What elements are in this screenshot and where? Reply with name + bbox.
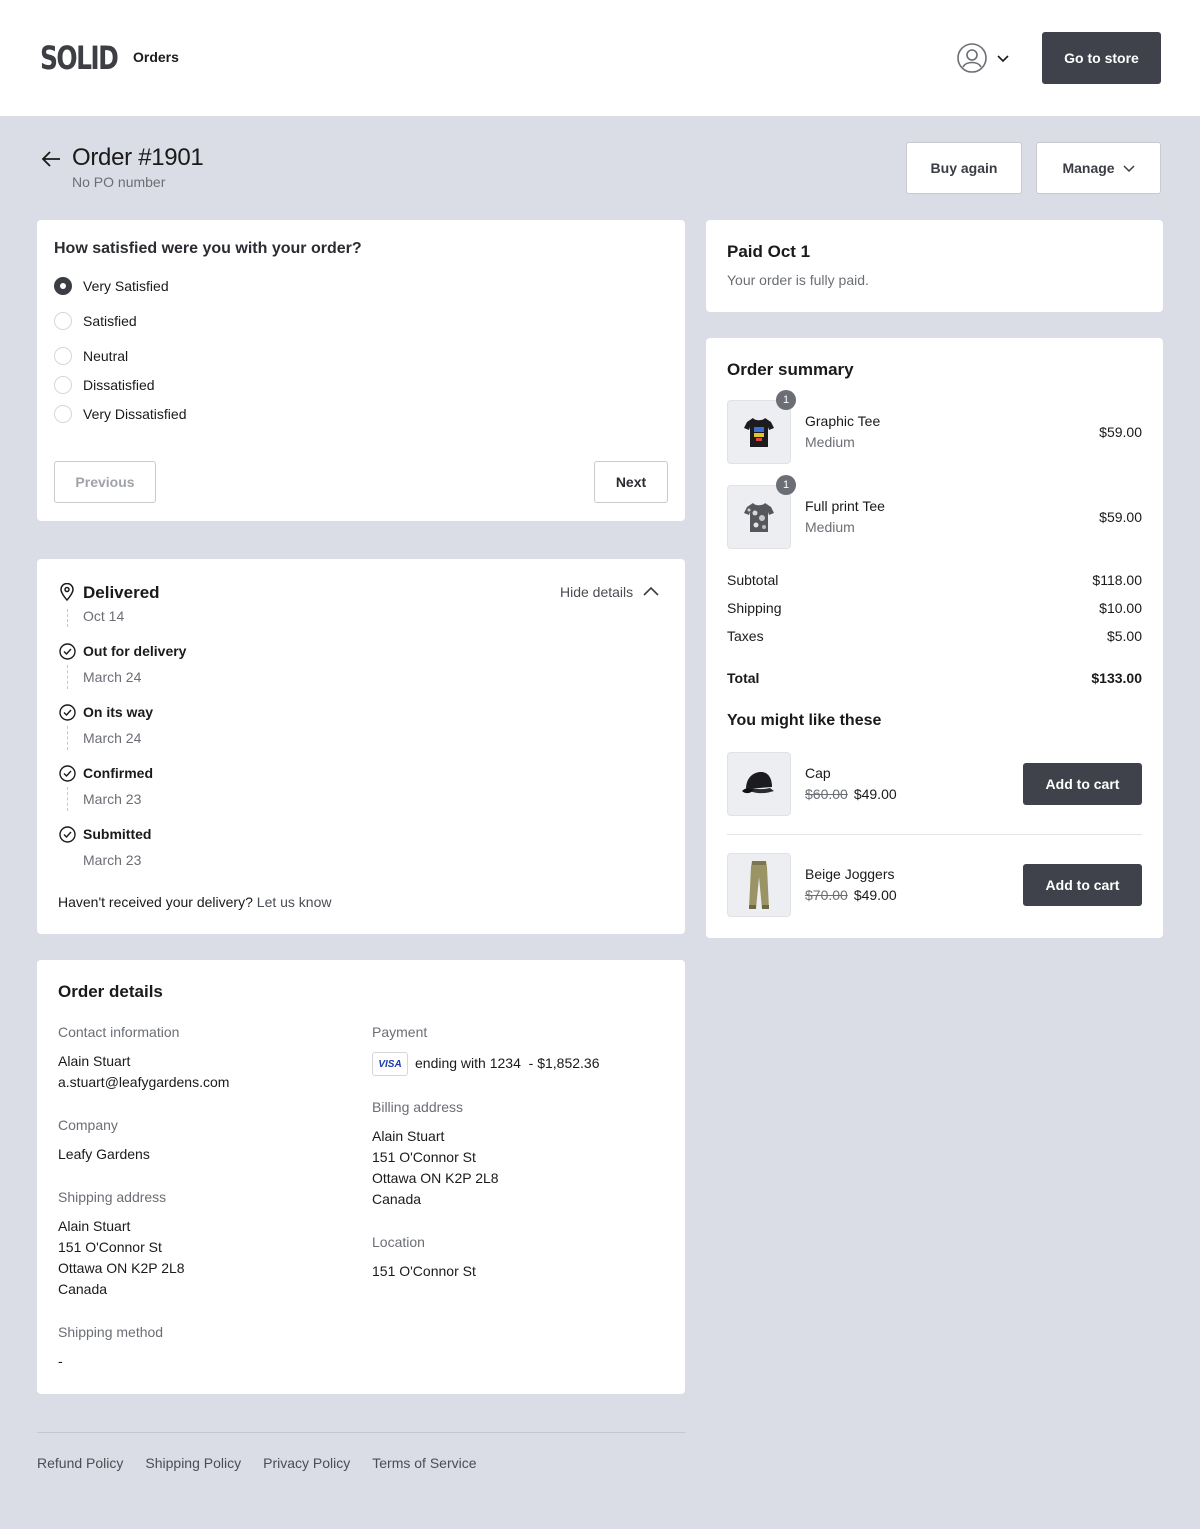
delivery-tracking <box>37 559 685 934</box>
manage-label: Manage <box>1062 160 1115 176</box>
shipping-policy-link[interactable]: Shipping Policy <box>145 1455 242 1471</box>
item-name: Beige Joggers <box>805 866 895 882</box>
radio-button[interactable] <box>54 347 72 365</box>
buy-again-label: Buy again <box>930 160 998 176</box>
shipping-method-value: - <box>58 1353 63 1369</box>
hide-details-toggle[interactable] <box>560 584 659 600</box>
company-value: Leafy Gardens <box>58 1146 150 1162</box>
tshirt-image-icon <box>741 414 777 450</box>
sale-price: $49.00 <box>853 887 897 903</box>
subtotal-value: $118.00 <box>1092 572 1142 588</box>
let-us-know-link[interactable]: Let us know <box>256 894 332 910</box>
privacy-policy-link[interactable]: Privacy Policy <box>263 1455 351 1471</box>
total-value: $133.00 <box>1091 670 1142 686</box>
radio-label: Very Dissatisfied <box>83 406 187 422</box>
check-circle-icon <box>59 826 76 843</box>
footer-links <box>37 1455 477 1471</box>
item-name: Full print Tee <box>805 498 885 514</box>
satisfaction-survey <box>37 220 685 521</box>
tracking-step-title: Delivered <box>83 583 160 602</box>
item-price: $59.00 <box>1099 424 1142 440</box>
tracking-step-title: On its way <box>83 704 154 720</box>
taxes-label: Taxes <box>727 628 764 644</box>
tracking-step-date: Oct 14 <box>83 608 125 624</box>
payment-details: ending with 1234 - $1,852.36 <box>415 1055 600 1071</box>
shipping-address-line: Alain Stuart <box>58 1218 131 1234</box>
po-number: No PO number <box>72 174 166 190</box>
page-title: Order #1901 <box>72 144 204 171</box>
check-circle-icon <box>59 765 76 782</box>
shipping-method-label: Shipping method <box>58 1324 164 1340</box>
shipping-address-label: Shipping address <box>58 1189 167 1205</box>
billing-address-line: Alain Stuart <box>372 1128 445 1144</box>
radio-label: Satisfied <box>83 313 137 329</box>
divider <box>727 834 1142 835</box>
previous-button[interactable]: Previous <box>54 461 156 503</box>
visa-card-icon: VISA <box>372 1052 408 1076</box>
item-name: Cap <box>805 765 831 781</box>
sale-price: $49.00 <box>853 786 897 802</box>
go-to-store-button[interactable]: Go to store <box>1042 32 1161 84</box>
location-label: Location <box>372 1234 425 1250</box>
total-label: Total <box>727 670 760 686</box>
billing-address-line: Ottawa ON K2P 2L8 <box>372 1170 499 1186</box>
payment-status <box>706 220 1163 312</box>
item-name: Graphic Tee <box>805 413 881 429</box>
radio-button[interactable] <box>54 277 72 295</box>
chevron-up-icon <box>643 586 659 598</box>
tracking-step-date: March 23 <box>83 791 142 807</box>
shipping-address-line: Ottawa ON K2P 2L8 <box>58 1260 185 1276</box>
paid-title: Paid Oct 1 <box>727 242 811 261</box>
hide-details-label: Hide details <box>560 584 634 600</box>
survey-question: How satisfied were you with your order? <box>54 240 362 257</box>
tracking-step-date: March 23 <box>83 852 142 868</box>
product-thumbnail[interactable] <box>727 752 791 816</box>
payment-label: Payment <box>372 1024 428 1040</box>
timeline-connector <box>67 665 68 689</box>
user-avatar-icon <box>956 42 988 74</box>
radio-option-very-dissatisfied[interactable] <box>54 405 186 423</box>
location-value: 151 O'Connor St <box>372 1263 476 1279</box>
shipping-value: $10.00 <box>1099 600 1142 616</box>
radio-button[interactable] <box>54 376 72 394</box>
tracking-step-title: Submitted <box>83 826 152 842</box>
item-price-group <box>805 786 897 802</box>
check-circle-icon <box>59 704 76 721</box>
back-arrow-icon[interactable] <box>40 148 62 170</box>
chevron-down-icon <box>996 51 1010 65</box>
footer-divider <box>37 1432 685 1433</box>
original-price: $70.00 <box>805 887 848 903</box>
timeline-connector <box>67 787 68 811</box>
item-price: $59.00 <box>1099 509 1142 525</box>
item-price-group <box>805 887 897 903</box>
radio-option-dissatisfied[interactable] <box>54 376 155 394</box>
order-summary-title: Order summary <box>727 360 854 379</box>
store-logo[interactable]: SOLID <box>40 39 118 77</box>
delivery-help-text: Haven't received your delivery? <box>58 894 253 910</box>
radio-button[interactable] <box>54 312 72 330</box>
order-details <box>37 960 685 1394</box>
radio-label: Very Satisfied <box>83 278 169 294</box>
check-circle-icon <box>59 643 76 660</box>
item-variant: Medium <box>805 434 855 450</box>
radio-option-very-satisfied[interactable] <box>54 277 169 295</box>
order-details-title: Order details <box>58 982 163 1001</box>
joggers-image-icon <box>747 859 771 911</box>
tracking-step-title: Confirmed <box>83 765 153 781</box>
contact-label: Contact information <box>58 1024 180 1040</box>
radio-button[interactable] <box>54 405 72 423</box>
manage-button[interactable] <box>1036 142 1161 194</box>
radio-label: Dissatisfied <box>83 377 155 393</box>
refund-policy-link[interactable]: Refund Policy <box>37 1455 124 1471</box>
tracking-step-title: Out for delivery <box>83 643 187 659</box>
tracking-step-date: March 24 <box>83 730 142 746</box>
shipping-label: Shipping <box>727 600 782 616</box>
product-thumbnail[interactable] <box>727 400 791 464</box>
billing-address-line: Canada <box>372 1191 422 1207</box>
add-to-cart-button[interactable]: Add to cart <box>1023 864 1142 906</box>
company-label: Company <box>58 1117 118 1133</box>
recommendations-title: You might like these <box>727 712 882 729</box>
next-button[interactable]: Next <box>594 461 668 503</box>
radio-label: Neutral <box>83 348 129 364</box>
account-menu[interactable] <box>956 42 1016 74</box>
product-thumbnail[interactable] <box>727 485 791 549</box>
tshirt-image-icon <box>741 499 777 535</box>
contact-email: a.stuart@leafygardens.com <box>58 1074 230 1090</box>
radio-option-neutral[interactable] <box>54 347 128 365</box>
billing-address-line: 151 O'Connor St <box>372 1149 476 1165</box>
terms-of-service-link[interactable]: Terms of Service <box>372 1455 477 1471</box>
shipping-address-line: Canada <box>58 1281 108 1297</box>
order-summary <box>706 338 1163 938</box>
delivery-help <box>58 894 332 910</box>
shipping-address-line: 151 O'Connor St <box>58 1239 162 1255</box>
buy-again-button[interactable] <box>906 142 1022 194</box>
quantity-badge: 1 <box>776 390 796 410</box>
add-to-cart-button[interactable]: Add to cart <box>1023 763 1142 805</box>
subtotal-label: Subtotal <box>727 572 779 588</box>
original-price: $60.00 <box>805 786 848 802</box>
top-bar <box>0 0 1200 116</box>
radio-option-satisfied[interactable] <box>54 312 137 330</box>
taxes-value: $5.00 <box>1106 628 1142 644</box>
item-variant: Medium <box>805 519 855 535</box>
timeline-connector <box>67 726 68 750</box>
nav-orders-link[interactable]: Orders <box>133 49 179 65</box>
timeline-connector <box>67 609 68 627</box>
location-pin-icon <box>59 583 75 601</box>
paid-subtitle: Your order is fully paid. <box>727 272 869 288</box>
cap-image-icon <box>740 769 778 799</box>
contact-name: Alain Stuart <box>58 1053 131 1069</box>
quantity-badge: 1 <box>776 475 796 495</box>
chevron-down-icon <box>1123 162 1135 174</box>
tracking-step-date: March 24 <box>83 669 142 685</box>
billing-address-label: Billing address <box>372 1099 464 1115</box>
product-thumbnail[interactable] <box>727 853 791 917</box>
